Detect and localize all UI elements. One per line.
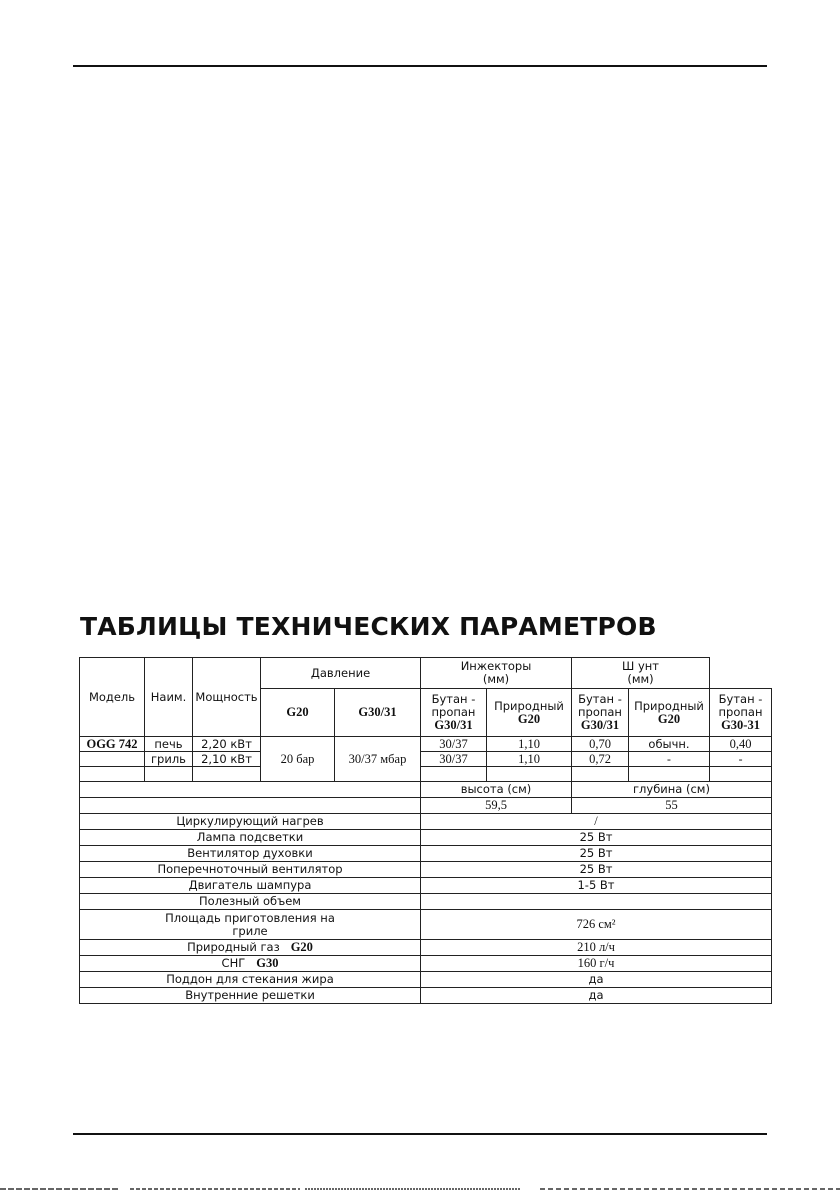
grill-area-label xyxy=(80,910,421,940)
row-name: гриль xyxy=(145,752,193,767)
col-shunt xyxy=(572,658,710,689)
natural-label: Природный xyxy=(634,698,704,713)
empty-cell xyxy=(572,767,629,782)
table-row xyxy=(80,737,772,752)
dims-value-row xyxy=(80,798,772,814)
table-row-empty xyxy=(80,767,772,782)
dims-blank xyxy=(80,782,421,798)
param-label: Двигатель шампура xyxy=(80,878,421,894)
gas-code: G30 xyxy=(256,956,279,970)
depth-value: 55 xyxy=(572,798,772,814)
shunt-natural-header xyxy=(629,689,710,737)
height-label: высота (см) xyxy=(421,782,572,798)
gas-value: 160 г/ч xyxy=(421,956,772,972)
param-row xyxy=(80,814,772,830)
gas-code: G30-31 xyxy=(721,718,760,732)
param-label: Поперечноточный вентилятор xyxy=(80,862,421,878)
empty-cell xyxy=(421,767,487,782)
gas-code: G30/31 xyxy=(580,718,620,732)
butane-label: Бутан - xyxy=(431,692,476,706)
param-label: Внутренние решетки xyxy=(80,988,421,1004)
header-blank-cell xyxy=(710,658,772,689)
gas-code: G20 xyxy=(290,940,313,954)
shunt-butane2-value: - xyxy=(710,752,772,767)
table-row xyxy=(80,752,772,767)
col-power: Мощность xyxy=(193,658,261,737)
gas-value: 210 л/ч xyxy=(421,940,772,956)
param-value: да xyxy=(421,988,772,1004)
inj-butane-value: 30/37 xyxy=(421,737,487,752)
shunt-natural-value: обычн. xyxy=(629,737,710,752)
param-label: Циркулирующий нагрев xyxy=(80,814,421,830)
header-row xyxy=(80,658,772,689)
propane-label: пропан xyxy=(431,705,476,719)
param-label: Полезный объем xyxy=(80,894,421,910)
param-value: 25 Вт xyxy=(421,862,772,878)
param-label: Вентилятор духовки xyxy=(80,846,421,862)
param-row xyxy=(80,862,772,878)
inj-butane-value: 30/37 xyxy=(421,752,487,767)
grill-area-value: 726 см² xyxy=(421,910,772,940)
empty-cell xyxy=(80,767,145,782)
row-power: 2,10 кВт xyxy=(193,752,261,767)
injectors-unit: (мм) xyxy=(482,672,510,686)
propane-label: пропан xyxy=(718,705,763,719)
empty-cell xyxy=(145,767,193,782)
param-value: 25 Вт xyxy=(421,846,772,862)
shunt-butane-header xyxy=(572,689,629,737)
shunt-butane2-value: 0,40 xyxy=(710,737,772,752)
model-name: OGG 742 xyxy=(80,737,145,752)
empty-cell xyxy=(710,767,772,782)
inj-natural-header xyxy=(487,689,572,737)
empty-cell xyxy=(193,767,261,782)
col-pressure: Давление xyxy=(261,658,421,689)
shunt-butane-value: 0,72 xyxy=(572,752,629,767)
param-row xyxy=(80,972,772,988)
row-power: 2,20 кВт xyxy=(193,737,261,752)
pressure-g20-value: 20 бар xyxy=(261,737,335,782)
scan-edge-marks xyxy=(0,1186,840,1192)
gas-code: G20 xyxy=(657,711,681,726)
inj-butane-header xyxy=(421,689,487,737)
inj-natural-value: 1,10 xyxy=(487,752,572,767)
gas-code: G20 xyxy=(517,711,541,726)
param-row xyxy=(80,894,772,910)
dims-label-row xyxy=(80,782,772,798)
gas-row xyxy=(80,940,772,956)
param-row xyxy=(80,830,772,846)
grill-area-row xyxy=(80,910,772,940)
model-empty xyxy=(80,752,145,767)
col-name: Наим. xyxy=(145,658,193,737)
param-row xyxy=(80,878,772,894)
butane-label: Бутан - xyxy=(578,692,622,706)
param-label: Лампа подсветки xyxy=(80,830,421,846)
col-model: Модель xyxy=(80,658,145,737)
propane-label: пропан xyxy=(578,705,622,719)
tech-params-table xyxy=(79,657,772,1004)
shunt-unit: (мм) xyxy=(627,672,654,686)
dims-blank xyxy=(80,798,421,814)
grill-area-label-line1: Площадь приготовления на xyxy=(165,910,335,925)
shunt-butane2-header xyxy=(710,689,772,737)
empty-cell xyxy=(629,767,710,782)
param-value xyxy=(421,894,772,910)
gas-label: Природный газ xyxy=(187,940,280,954)
natural-label: Природный xyxy=(494,698,564,713)
param-label: Поддон для стекания жира xyxy=(80,972,421,988)
param-value: 1-5 Вт xyxy=(421,878,772,894)
grill-area-label-line2: гриле xyxy=(232,923,268,938)
bottom-rule xyxy=(73,1133,767,1135)
top-rule xyxy=(73,65,767,67)
pressure-g20: G20 xyxy=(261,689,335,737)
param-row xyxy=(80,988,772,1004)
gas-label-cell xyxy=(80,956,421,972)
gas-label: СНГ xyxy=(221,956,246,970)
shunt-butane-value: 0,70 xyxy=(572,737,629,752)
depth-label: глубина (см) xyxy=(572,782,772,798)
injectors-label: Инжекторы xyxy=(460,659,532,673)
inj-natural-value: 1,10 xyxy=(487,737,572,752)
gas-label-cell xyxy=(80,940,421,956)
param-value: / xyxy=(421,814,772,830)
param-row xyxy=(80,846,772,862)
shunt-natural-value: - xyxy=(629,752,710,767)
page-title: ТАБЛИЦЫ ТЕХНИЧЕСКИХ ПАРАМЕТРОВ xyxy=(80,612,657,641)
param-value: 25 Вт xyxy=(421,830,772,846)
butane-label: Бутан - xyxy=(718,692,763,706)
pressure-g3031: G30/31 xyxy=(335,689,421,737)
row-name: печь xyxy=(145,737,193,752)
height-value: 59,5 xyxy=(421,798,572,814)
param-value: да xyxy=(421,972,772,988)
pressure-g3031-value: 30/37 мбар xyxy=(335,737,421,782)
col-injectors xyxy=(421,658,572,689)
gas-row xyxy=(80,956,772,972)
shunt-label: Ш унт xyxy=(622,659,659,673)
empty-cell xyxy=(487,767,572,782)
gas-code: G30/31 xyxy=(434,718,473,732)
